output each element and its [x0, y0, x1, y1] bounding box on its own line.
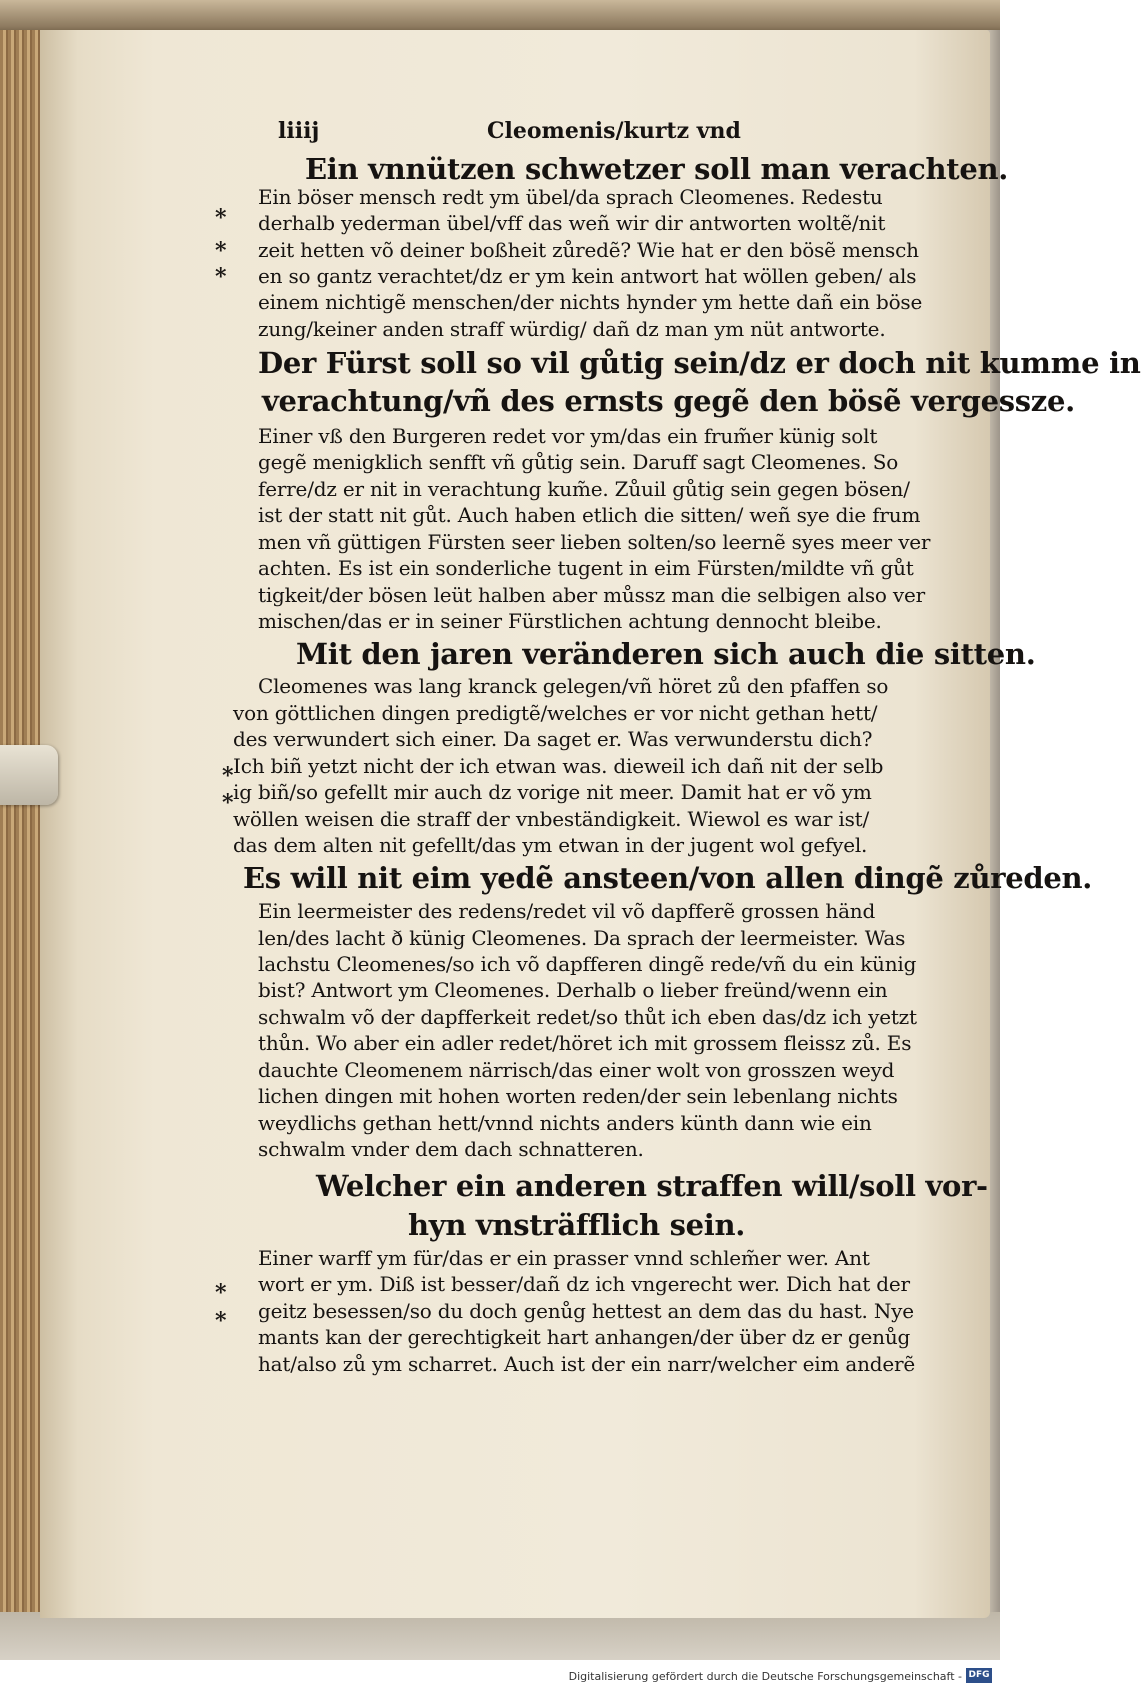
text-line: ig biñ/so gefellt mir auch dz vorige nit meer. Damit hat er võ ym	[233, 780, 872, 804]
margin-asterisk: *	[215, 205, 227, 231]
text-line: das dem alten nit gefellt/das ym etwan in der jugent wol gefyel.	[233, 833, 868, 857]
margin-asterisk: *	[222, 763, 234, 789]
text-line: mants kan der gerechtigkeit hart anhangen/der über dz er genůg	[258, 1325, 911, 1349]
text-line: bist? Antwort ym Cleomenes. Derhalb o lieber freünd/wenn ein	[258, 978, 888, 1002]
running-title: Cleomenis/kurtz vnd	[487, 118, 741, 144]
page-clip	[0, 745, 58, 805]
text-line: Einer warff ym für/das er ein prasser vnnd schlem̃er wer. Ant	[258, 1246, 870, 1270]
text-line: ferre/dz er nit in verachtung kum̃e. Zůuil gůtig sein gegen bösen/	[258, 477, 910, 501]
section-heading: hyn vnsträfflich sein.	[408, 1208, 746, 1242]
folio-number: liiij	[278, 118, 320, 144]
section-heading: Welcher ein anderen straffen will/soll vor-	[316, 1169, 988, 1203]
text-line: wort er ym. Diß ist besser/dañ dz ich vngerecht wer. Dich hat der	[258, 1272, 910, 1296]
margin-asterisk: *	[215, 264, 227, 290]
text-line: schwalm võ der dapfferkeit redet/so thůt ich eben das/dz ich yetzt	[258, 1005, 917, 1029]
text-line: ist der statt nit gůt. Auch haben etlich die sitten/ weñ sye die frum	[258, 503, 921, 527]
margin-asterisk: *	[215, 1280, 227, 1306]
text-line: zeit hetten võ deiner boßheit zůredẽ? Wie hat er den bösẽ mensch	[258, 238, 919, 262]
text-line: len/des lacht ð künig Cleomenes. Da sprach der leermeister. Was	[258, 926, 906, 950]
footer-bar	[0, 1668, 1000, 1687]
text-line: lichen dingen mit hohen worten reden/der sein lebenlang nichts	[258, 1084, 898, 1108]
margin-asterisk: *	[215, 238, 227, 264]
text-line: en so gantz verachtet/dz er ym kein antwort hat wöllen geben/ als	[258, 264, 917, 288]
section-heading: verachtung/vñ des ernsts gegẽ den bösẽ vergessze.	[262, 384, 1075, 418]
text-line: tigkeit/der bösen leüt halben aber můssz man die selbigen also ver	[258, 583, 926, 607]
text-line: men vñ güttigen Fürsten seer lieben solten/so leernẽ syes meer ver	[258, 530, 931, 554]
text-line: Ich biñ yetzt nicht der ich etwan was. dieweil ich dañ nit der selb	[233, 754, 884, 778]
text-line: mischen/das er in seiner Fürstlichen achtung dennocht bleibe.	[258, 609, 882, 633]
text-line: schwalm vnder dem dach schnatteren.	[258, 1137, 644, 1161]
text-line: wöllen weisen die straff der vnbeständigkeit. Wiewol es war ist/	[233, 807, 870, 831]
text-line: derhalb yederman übel/vff das weñ wir dir antworten woltẽ/nit	[258, 211, 886, 235]
text-line: Ein böser mensch redt ym übel/da sprach Cleomenes. Redestu	[258, 185, 883, 209]
text-line: einem nichtigẽ menschen/der nichts hynder ym hette dañ ein böse	[258, 290, 923, 314]
dfg-logo: DFG	[966, 1668, 992, 1683]
section-heading: Der Fürst soll so vil gůtig sein/dz er doch nit kumme in	[258, 346, 1141, 380]
text-line: des verwundert sich einer. Da saget er. Was verwunderstu dich?	[233, 727, 873, 751]
text-line: achten. Es ist ein sonderliche tugent in eim Fürsten/mildte vñ gůt	[258, 556, 914, 580]
margin-asterisk: *	[215, 1308, 227, 1334]
text-line: Ein leermeister des redens/redet vil võ dapfferẽ grossen händ	[258, 899, 876, 923]
text-line: Einer vß den Burgeren redet vor ym/das ein frum̃er künig solt	[258, 424, 878, 448]
text-line: lachstu Cleomenes/so ich võ dapfferen dingẽ rede/vñ du ein künig	[258, 952, 917, 976]
text-line: geitz besessen/so du doch genůg hettest an dem das du hast. Nye	[258, 1299, 914, 1323]
section-heading: Es will nit eim yedẽ ansteen/von allen dingẽ zůreden.	[243, 861, 1093, 895]
section-heading: Ein vnnützen schwetzer soll man verachten.	[305, 152, 1009, 186]
text-line: weydlichs gethan hett/vnnd nichts anders künth dann wie ein	[258, 1111, 872, 1135]
text-line: zung/keiner anden straff würdig/ dañ dz man ym nüt antworte.	[258, 317, 886, 341]
book-fore-edge	[0, 30, 44, 1630]
text-line: von göttlichen dingen predigtẽ/welches er vor nicht gethan hett/	[233, 701, 878, 725]
text-line: dauchte Cleomenem närrisch/das einer wolt von grosszen weyd	[258, 1058, 895, 1082]
text-line: hat/also zů ym scharret. Auch ist der ein narr/welcher eim anderẽ	[258, 1352, 916, 1376]
text-line: Cleomenes was lang kranck gelegen/vñ höret zů den pfaffen so	[258, 674, 889, 698]
text-line: gegẽ menigklich senfft vñ gůtig sein. Daruff sagt Cleomenes. So	[258, 450, 899, 474]
text-line: thůn. Wo aber ein adler redet/höret ich mit grossem fleissz zů. Es	[258, 1031, 912, 1055]
section-heading: Mit den jaren veränderen sich auch die sitten.	[296, 637, 1036, 671]
footer-credit: Digitalisierung gefördert durch die Deutsche Forschungsgemeinschaft -	[568, 1670, 962, 1683]
margin-asterisk: *	[222, 790, 234, 816]
book-bottom-edge	[0, 1612, 1000, 1660]
